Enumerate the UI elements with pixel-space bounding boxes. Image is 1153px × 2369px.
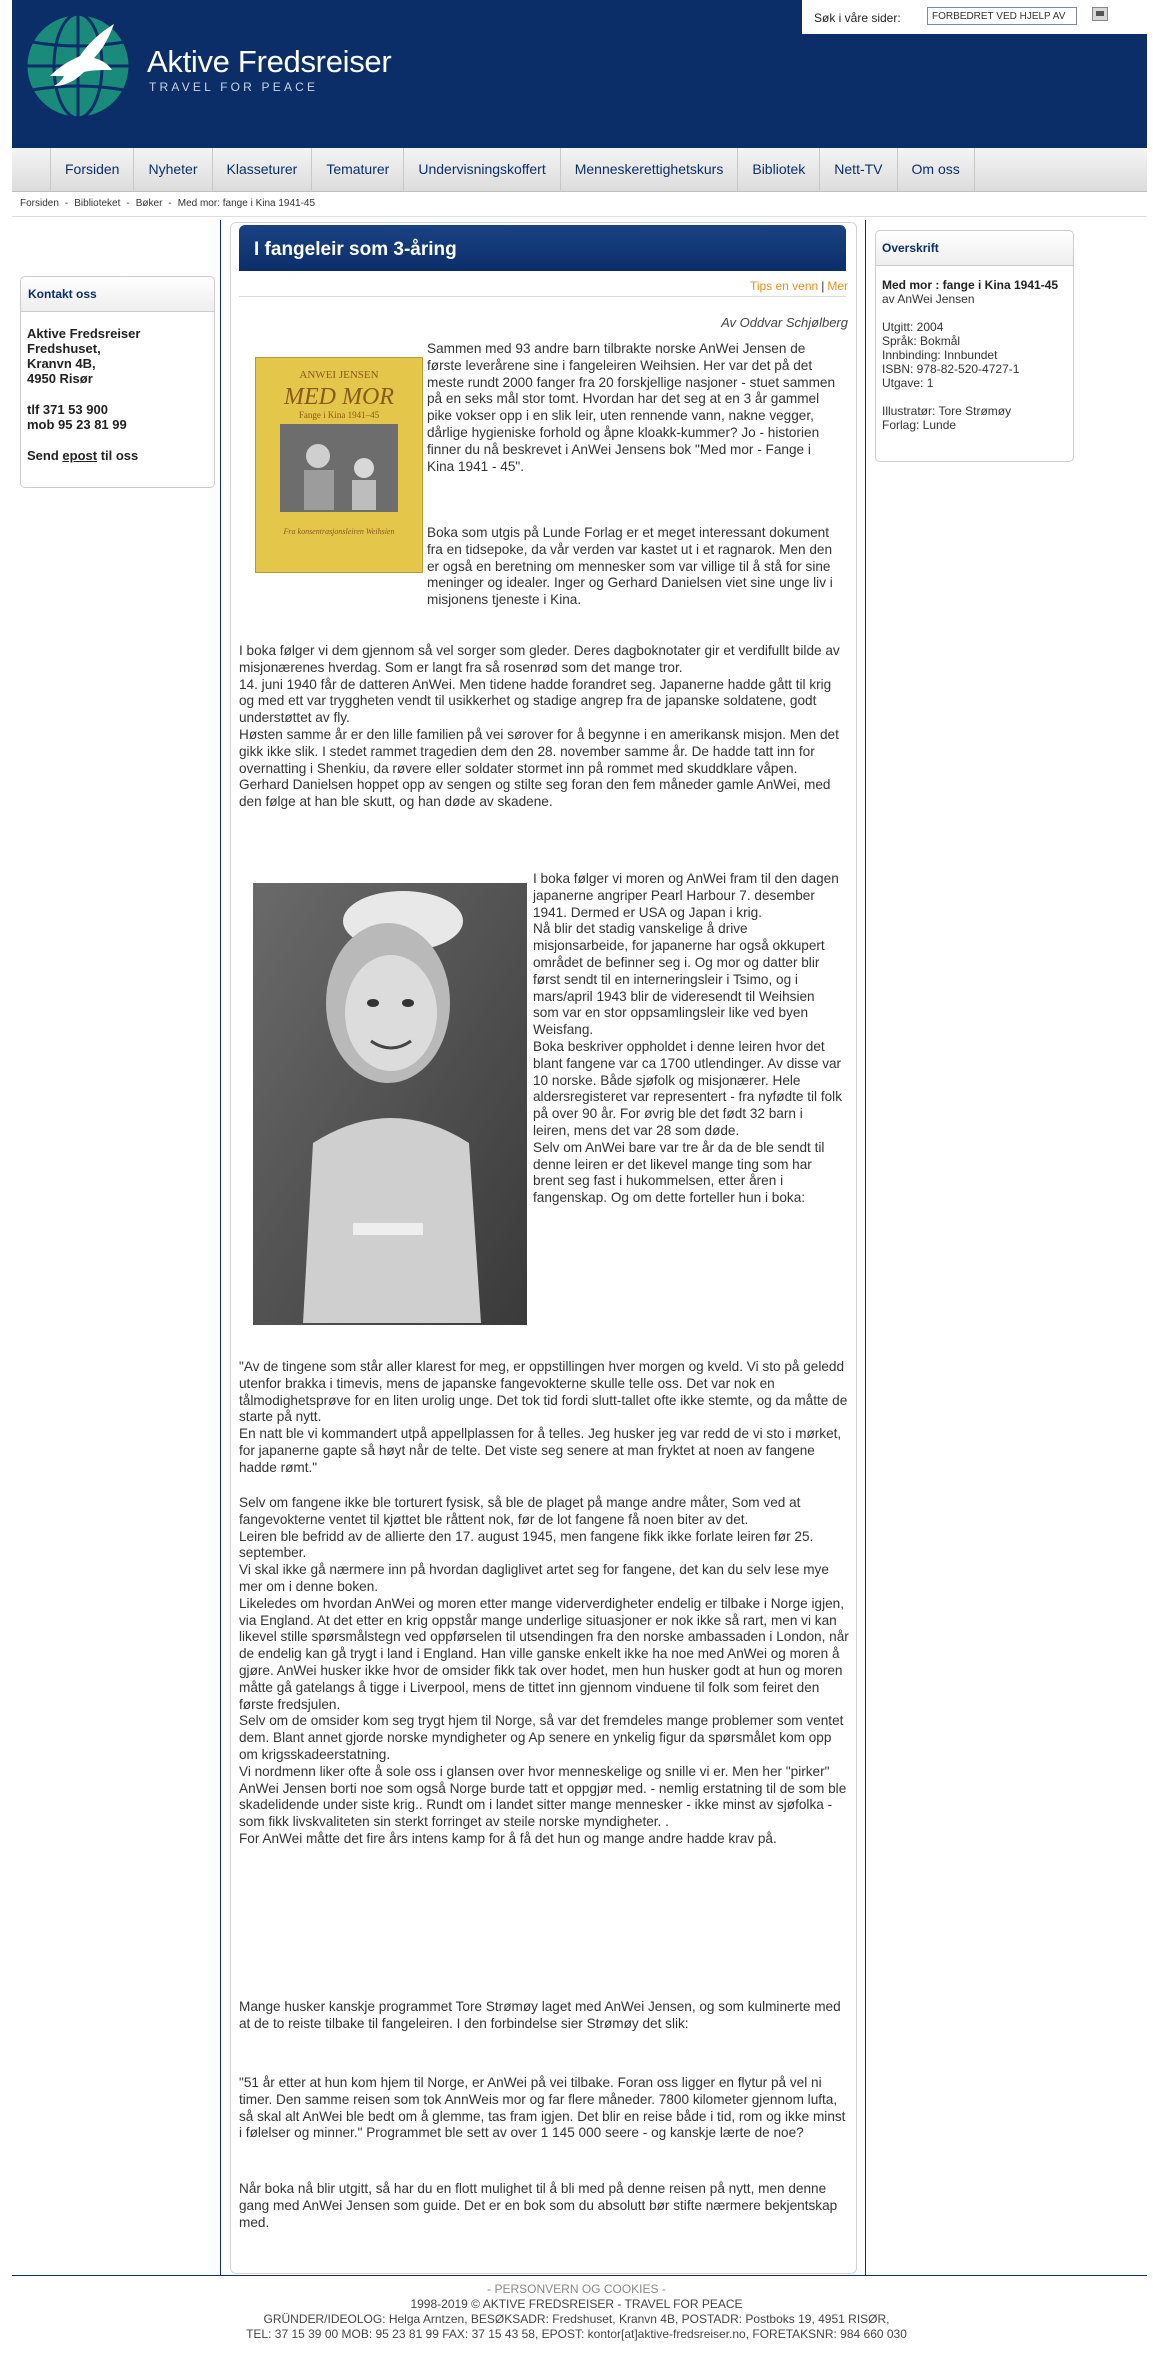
main-navigation — [12, 148, 1147, 192]
article-paragraph-stromoy: Mange husker kanskje programmet Tore Strømøy laget med AnWei Jensen, og som kulminerte med at de to reiste tilbake til fangeleiren. I den forbindelse sier Strømøy det slik: — [239, 1999, 841, 2031]
article-paragraph: Vi skal ikke gå nærmere inn på hvordan dagliglivet artet seg for fangene, det kan du selv lese mye mer om i denne boken. — [239, 1562, 829, 1594]
book-info-illustrator: Illustratør: Tore Strømøy — [882, 404, 1012, 418]
book-cover-image — [255, 357, 423, 573]
nav-item-om-oss[interactable]: Om oss — [898, 148, 975, 191]
article-paragraph-closing: Når boka nå blir utgitt, så har du en flott mulighet til å bli med på denne reisen på nytt, men denne gang med AnWei Jensen som guide. Det er en bok som du absolutt bør stifte nærmere bekjentskap med. — [239, 2181, 838, 2230]
breadcrumb-divider — [12, 216, 1147, 217]
right-column-divider — [865, 220, 866, 2275]
search-input[interactable] — [927, 7, 1077, 25]
search-area — [802, 0, 1147, 34]
nav-item-nyheter[interactable]: Nyheter — [134, 148, 212, 191]
book-info-binding: Innbinding: Innbundet — [882, 348, 998, 362]
left-sidebar — [12, 220, 221, 2275]
contact-phone: tlf 371 53 900 — [27, 402, 108, 417]
article-paragraph: Likeledes om hvordan AnWei og moren etter mange viderverdigheter endelig er tilbake i Norge igjen, via England. At det etter en krig oppstår mange underlige situasjoner er nok ikke så rart, men vi kan likevel stille spørsmålstegn ved oppførselen til utsendingen fra den norske ambassaden i London, når de endelig kan gå trygt i land i England. Han ville ganske enkelt ikke ha noe med AnWei og moren å gjøre. AnWei husker ikke hvor de omsider fikk tak over hodet, men hun husker godt at hun og moren måtte gå gatelangs å tigge i Liverpool, mens de tittet inn gjennom vinduene til folk som feiret den første fredsjulen. — [239, 1595, 849, 1712]
share-links: Tips en venn | Mer — [749, 279, 848, 293]
article-paragraph: En natt ble vi kommandert utpå appellplassen for å telles. Jeg husker jeg var redd de vi sto i mørket, for japanerne gapte så høyt når de telte. Det viste seg senere at man fryktet at noen av fangene hadde rømt." — [239, 1426, 842, 1475]
contact-email-line — [27, 448, 208, 463]
book-info-box — [875, 230, 1074, 462]
article-paragraph: I boka følger vi moren og AnWei fram til den dagen japanerne angriper Pearl Harbour 7. desember 1941. Dermed er USA og Japan i krig. — [533, 871, 839, 920]
breadcrumb-item-forsiden[interactable]: Forsiden — [20, 198, 59, 209]
contact-address-line: 4950 Risør — [27, 371, 93, 386]
article-paragraph: Selv om AnWei bare var tre år da de ble sendt til denne leiren er det likevel mange ting som har brent seg fast i hukommelsen, etter åren i fangenskap. Og om dette forteller hun i boka: — [533, 1139, 825, 1206]
contact-address-line: Fredshuset, — [27, 341, 101, 356]
article-paragraph-intro: Sammen med 93 andre barn tilbrakte norske AnWei Jensen de første leverårene sine i fangeleiren Weihsien. Her var det på det meste rundt 2000 fanger fra 20 forskjellige nasjoner - stuet sammen på en seks mål stor tomt. Hvordan har det seg at en 3 år gammel pike vokser opp i en slik leir, uten rennende vann, nakne vegger, dårlige hygieniske forhold og åpne kloakk-kummer? Jo - historien finner du nå beskrevet i AnWei Jensens bok "Med mor - Fange i Kina 1941 - 45". — [427, 341, 836, 474]
book-info-title: Med mor : fange i Kina 1941-45 — [882, 278, 1059, 292]
article-section-side-2 — [533, 871, 843, 1207]
article-paragraph: Nå blir det stadig vanskelige å drive misjonsarbeide, for japanerne har også okkupert området de befinner seg i. Og mor og datter blir først sendt til en interneringsleir i Tsimo, og i mars/april 1943 blir de videresendt til Weihsien som var en stor oppsamlingsleir like ved byen Weisfang. — [533, 921, 825, 1038]
contact-details — [21, 312, 214, 477]
nav-item-menneskerettighetskurs[interactable]: Menneskerettighetskurs — [561, 148, 739, 191]
search-label: Søk i våre sider: — [814, 11, 901, 25]
article-paragraph: 14. juni 1940 får de datteren AnWei. Men tidene hadde forandret seg. Japanerne hadde gått til krig og med ett var tryggheten vendt til usikkerhet og stadige angrep fra de japanske soldatene, godt understøttet av fly. — [239, 676, 832, 726]
contact-heading: Kontakt oss — [21, 277, 214, 312]
article-section-main-1 — [239, 643, 849, 811]
book-info-heading: Overskrift — [876, 231, 1073, 266]
article-paragraph: I boka følger vi dem gjennom så vel sorger som gleder. Deres dagboknotater gir et verdifullt bilde av misjonærenes hverdag. Som er langt fra så rosenrød som det mange tror. — [239, 643, 840, 675]
contact-address-line: Kranvn 4B, — [27, 356, 96, 371]
book-cover-author: ANWEI JENSEN — [299, 369, 379, 381]
article-paragraph-publisher: Boka som utgis på Lunde Forlag er et meget interessant dokument fra en tidsepoke, da vår verden var kastet ut i et ragnarok. Men den er også en beretning om mennesker som var villige til å stå for sine meninger og idealer. Inger og Gerhard Danielsen viet sine unge liv i misjonens tjeneste i Kina. — [427, 525, 833, 608]
book-info-language: Språk: Bokmål — [882, 334, 961, 348]
article-quote-1 — [239, 1359, 849, 1477]
article-paragraph: Høsten samme år er den lille familien på vei sørover for å begynne i en amerikansk misjon. Men det gikk ikke slik. I stedet rammet tragedien dem den 28. november samme år. De hadde tatt inn for overnatting i Shenkiu, da røvere eller soldater stormet inn på rommet med skuddklare våpen. — [239, 726, 839, 776]
breadcrumb-item-current: Med mor: fange i Kina 1941-45 — [177, 198, 316, 209]
contact-mobile: mob 95 23 81 99 — [27, 417, 127, 432]
footer-contact: TEL: 37 15 39 00 MOB: 95 23 81 99 FAX: 37 15 43 58, EPOST: kontor[at]aktive-fredsreiser.no, FORETAKSNR: 984 660 030 — [246, 2327, 907, 2341]
dove-globe-logo-icon[interactable] — [22, 10, 134, 122]
search-submit-button[interactable] — [1092, 7, 1108, 21]
contact-org: Aktive Fredsreiser — [27, 326, 141, 341]
nav-item-tematurer[interactable]: Tematurer — [312, 148, 404, 191]
footer-divider — [12, 2275, 1147, 2276]
article-paragraph: Boka beskriver oppholdet i denne leiren hvor det blant fangene var ca 1700 utlendinger. Av disse var 10 norske. Både sjøfolk og misjonærer. Hele aldersregisteret var representert - fra nyfødte til folk på over 90 år. For øvrig ble det født 32 barn i leiren, mens det var 28 som døde. — [533, 1038, 842, 1138]
book-cover-title: MED MOR — [284, 384, 394, 410]
book-cover-caption: Fra konsentrasjonsleiren Weihsien — [283, 527, 395, 536]
nav-item-nett-tv[interactable]: Nett-TV — [820, 148, 897, 191]
nav-item-forsiden[interactable]: Forsiden — [51, 148, 134, 191]
article-panel — [230, 222, 857, 2274]
privacy-cookies-link[interactable]: - PERSONVERN OG COOKIES - — [487, 2282, 666, 2296]
article-section-main-2 — [239, 1495, 849, 1848]
book-info-isbn: ISBN: 978-82-520-4727-1 — [882, 362, 1020, 376]
book-info-author: av AnWei Jensen — [882, 292, 975, 306]
article-quote-2: "51 år etter at hun kom hjem til Norge, er AnWei på vei tilbake. Foran oss ligger en flytur på vel ni timer. Den samme reisen som tok AnnWeis mor og far flere måneder. 7800 kilometer gjennom lufta, så skal alt AnWei ble bedt om å glemme, tas fram igjen. Det blir en reise både i tid, rom og ikke minst i følelser og minner." Programmet ble sett av over 1 145 000 seere - og kanskje lærte de noe? — [239, 2075, 846, 2141]
breadcrumb: Forsiden - Biblioteket - Bøker - Med mor: fange i Kina 1941-45 — [20, 198, 316, 209]
breadcrumb-item-boker[interactable]: Bøker — [135, 198, 163, 209]
nav-item-undervisningskoffert[interactable]: Undervisningskoffert — [404, 148, 560, 191]
brand-tagline: TRAVEL FOR PEACE — [149, 80, 319, 94]
breadcrumb-item-biblioteket[interactable]: Biblioteket — [74, 198, 121, 209]
contact-email-link[interactable]: epost — [62, 448, 98, 463]
site-footer — [0, 2282, 1153, 2342]
child-photo — [253, 883, 527, 1325]
article-header-bar — [239, 225, 846, 271]
footer-founder-address: GRÜNDER/IDEOLOG: Helga Arntzen, BESØKSADR: Fredshuset, Kranvn 4B, POSTADR: Postboks 19, 4951 RISØR, — [263, 2312, 890, 2326]
book-cover-subtitle: Fange i Kina 1941–45 — [298, 410, 380, 420]
site-header — [12, 0, 1147, 148]
footer-copyright: 1998-2019 © AKTIVE FREDSREISER - TRAVEL FOR PEACE — [410, 2297, 743, 2311]
contact-box — [20, 276, 215, 488]
article-paragraph: "Av de tingene som står aller klarest for meg, er oppstillingen hver morgen og kveld. Vi sto på geledd utenfor brakka i timevis, mens de japanske fangevokterne skulle telle oss. Det var nok en tålmodighetsprøve for en liten urolig unge. Det tok tid fordi slutt-tallet ofte ikke stemte, og da måtte de starte på nytt. — [239, 1359, 848, 1425]
share-divider — [239, 296, 846, 297]
nav-item-klasseturer[interactable]: Klasseturer — [213, 148, 313, 191]
book-info-publisher: Forlag: Lunde — [882, 418, 957, 432]
book-info-details — [876, 266, 1073, 444]
contact-email-suffix: til oss — [97, 448, 139, 463]
article-title: I fangeleir som 3-åring — [254, 239, 457, 260]
article-paragraph: Leiren ble befridd av de allierte den 17. august 1945, men fangene fikk ikke forlate leiren før 25. september. — [239, 1528, 814, 1561]
article-paragraph: Gerhard Danielsen hoppet opp av sengen og stilte seg foran den fem måneder gamle AnWei, med den følge at han ble skutt, og han døde av skadene. — [239, 777, 831, 810]
article-author: Av Oddvar Schjølberg — [721, 315, 848, 330]
brand-name[interactable]: Aktive Fredsreiser — [147, 44, 392, 79]
more-link[interactable]: Mer — [827, 279, 848, 293]
article-paragraph: Selv om de omsider kom seg trygt hjem til Norge, så var det fremdeles mange problemer som ventet dem. Blant annet gjorde norske myndigheter og Ap senere en ynkelig figur da spørsmålet kom opp om krigsskadeerstatning. — [239, 1713, 844, 1762]
article-paragraph: For AnWei måtte det fire års intens kamp for å få det hun og mange andre hadde krav på. — [239, 1830, 777, 1846]
book-info-edition: Utgave: 1 — [882, 376, 934, 390]
article-paragraph: Selv om fangene ikke ble torturert fysisk, så ble de plaget på mange andre måter, Som ved at fangevokterne ventet til kjøttet ble råttent nok, før de lot fangene få noen biter av det. — [239, 1495, 801, 1527]
nav-item-bibliotek[interactable]: Bibliotek — [738, 148, 820, 191]
article-paragraph: Vi nordmenn liker ofte å sole oss i glansen over hvor menneskelige og snille vi er. Men her "pirker" AnWei Jensen borti noe som også Norge burde tatt et oppgjør med. - nemlig erstatning til de som ble skadelidende under siste krig.. Rundt om i landet sitter mange mennesker - ikke minst av sjøfolka - som fikk livskvaliteten sin sterkt forringet av steile norske myndigheter. . — [239, 1763, 847, 1830]
book-info-published: Utgitt: 2004 — [882, 320, 944, 334]
tip-a-friend-link[interactable]: Tips en venn — [749, 279, 819, 293]
contact-email-prefix: Send — [27, 448, 63, 463]
